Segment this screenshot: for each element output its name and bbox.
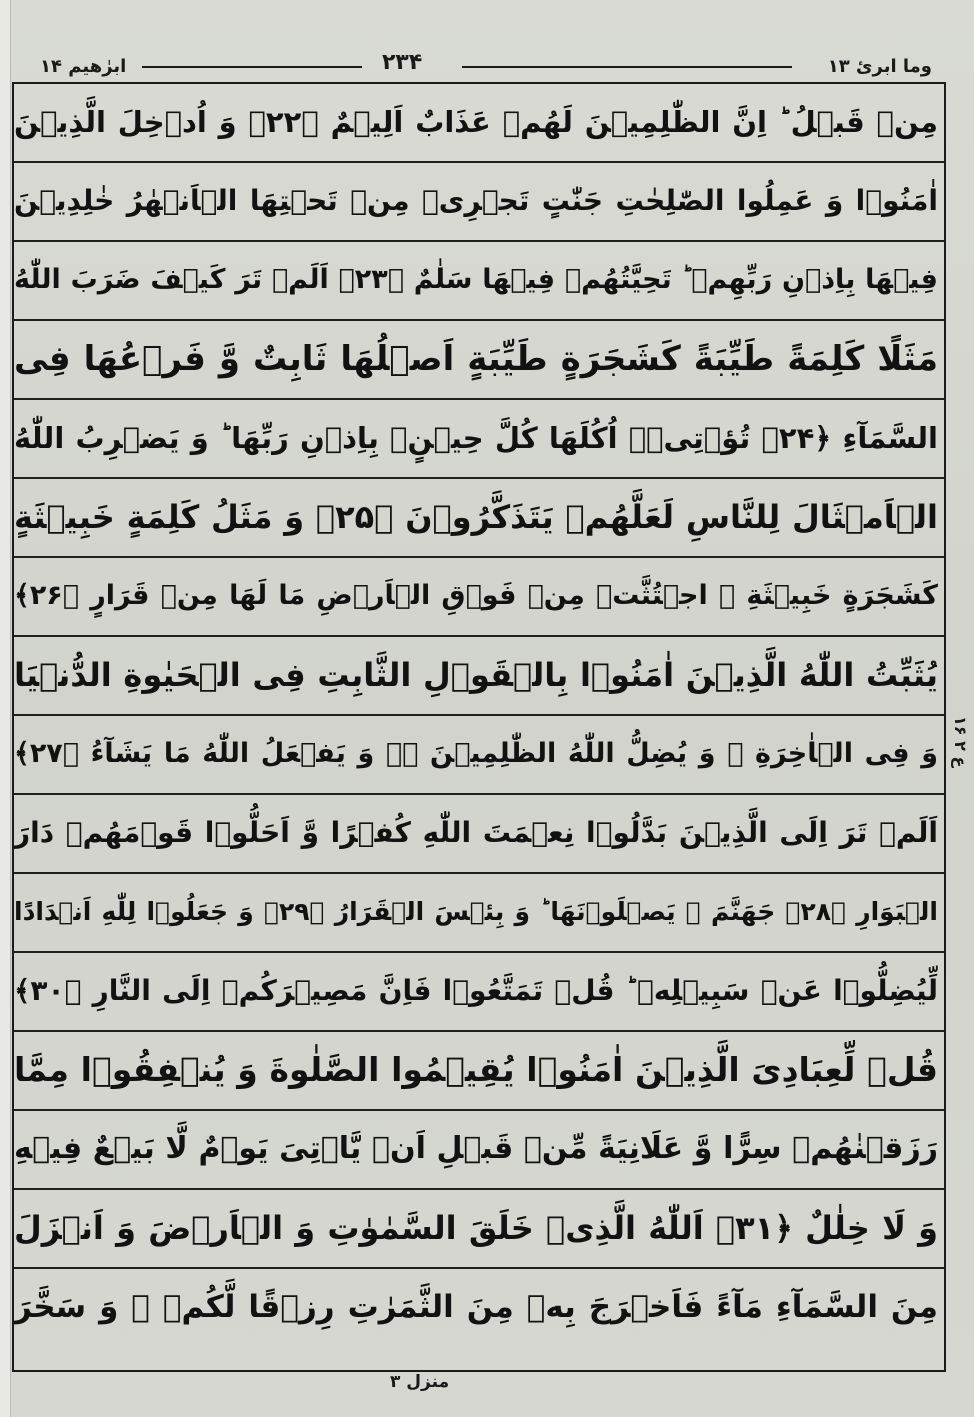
verse-line-text: مَثَلًا كَلِمَةً طَیِّبَةً كَشَجَرَةٍ طَیِّبَةٍ اَصۡلُهَا ثَابِتٌ وَّ فَرۡعُهَا فِی [14,339,938,379]
verse-line [14,1269,944,1370]
verse-line-text: وَ فِی الۡاٰخِرَةِ ۚ وَ یُضِلُّ اللّٰهُ الظّٰلِمِیۡنَ ۟ۙ وَ یَفۡعَلُ اللّٰهُ مَا یَشَآءُ ﴿۲۷﴾ [14,738,938,769]
verse-line [14,1111,944,1190]
verse-line [14,953,944,1032]
verse-line-text: لِّیُضِلُّوۡا عَنۡ سَبِیۡلِهٖ ؕ قُلۡ تَمَتَّعُوۡا فَاِنَّ مَصِیۡرَكُمۡ اِلَی النَّارِ ﴿۳۰﴾ [14,974,938,1007]
verse-line-text: الۡاَمۡثَالَ لِلنَّاسِ لَعَلَّهُمۡ یَتَذَكَّرُوۡنَ ﴿۲۵﴾ وَ مَثَلُ كَلِمَةٍ خَبِیۡثَةٍ [14,498,939,536]
ruku-marker: ع ۲ ۱۶ [951,716,970,768]
header-rule-right [462,66,792,68]
verse-line [14,558,944,637]
juz-name-header: وما ابرئ ۱۳ [827,56,932,77]
verse-line [14,1190,944,1269]
verse-line-text: فِیۡهَا بِاِذۡنِ رَبِّهِمۡ ؕ تَحِیَّتُهُمۡ فِیۡهَا سَلٰمٌ ﴿۲۳﴾ اَلَمۡ تَرَ كَیۡفَ ضَرَبَ اللّٰهُ [14,264,938,295]
verse-line [14,874,944,953]
verse-line [14,400,944,479]
verse-line [14,716,944,795]
verse-line-text: الۡبَوَارِ ﴿۲۸﴾ جَهَنَّمَ ۚ یَصۡلَوۡنَهَا ؕ وَ بِئۡسَ الۡقَرَارُ ﴿۲۹﴾ وَ جَعَلُوۡا لِلّٰهِ اَنۡدَادًا [14,897,939,926]
verse-line-text: وَ لَا خِلٰلٌ ﴿۳۱﴾ اَللّٰهُ الَّذِیۡ خَلَقَ السَّمٰوٰتِ وَ الۡاَرۡضَ وَ اَنۡزَلَ [14,1209,939,1247]
verse-line [14,242,944,321]
verse-line-text: مِنَ السَّمَآءِ مَآءً فَاَخۡرَجَ بِهٖ مِنَ الثَّمَرٰتِ رِزۡقًا لَّكُمۡ ۚ وَ سَخَّرَ [14,1289,938,1325]
verse-lines [14,84,944,1370]
verse-line-text: قُلۡ لِّعِبَادِیَ الَّذِیۡنَ اٰمَنُوۡا یُقِیۡمُوا الصَّلٰوةَ وَ یُنۡفِقُوۡا مِمَّا [14,1050,938,1089]
verse-line-text: رَزَقۡنٰهُمۡ سِرًّا وَّ عَلَانِیَةً مِّنۡ قَبۡلِ اَنۡ یَّاۡتِیَ یَوۡمٌ لَّا بَیۡعٌ فِیۡهِ [14,1131,938,1166]
verse-line-text: یُثَبِّتُ اللّٰهُ الَّذِیۡنَ اٰمَنُوۡا بِالۡقَوۡلِ الثَّابِتِ فِی الۡحَیٰوةِ الدُّنۡیَا [14,656,938,694]
verse-line-text: اٰمَنُوۡا وَ عَمِلُوا الصّٰلِحٰتِ جَنّٰتٍ تَجۡرِیۡ مِنۡ تَحۡتِهَا الۡاَنۡهٰرُ خٰلِدِیۡنَ [14,184,938,217]
verse-line [14,321,944,400]
verse-line-text: اَلَمۡ تَرَ اِلَی الَّذِیۡنَ بَدَّلُوۡا نِعۡمَتَ اللّٰهِ كُفۡرًا وَّ اَحَلُّوۡا قَوۡمَهُمۡ دَارَ [14,816,938,849]
page-number: ۲۳۴ [382,50,423,75]
header-rule-left [142,66,362,68]
verse-line [14,84,944,163]
verse-line [14,479,944,558]
manzil-footer: منزل ۳ [390,1372,450,1392]
verse-line [14,637,944,716]
page-header [12,48,946,82]
verse-line-text: مِنۡ قَبۡلُ ؕ اِنَّ الظّٰلِمِیۡنَ لَهُمۡ عَذَابٌ اَلِیۡمٌ ﴿۲۲﴾ وَ اُدۡخِلَ الَّذِیۡنَ [14,105,939,139]
verse-line [14,1032,944,1111]
verse-line-text: كَشَجَرَةٍ خَبِیۡثَةِ ۣ اجۡتُثَّتۡ مِنۡ فَوۡقِ الۡاَرۡضِ مَا لَهَا مِنۡ قَرَارٍ ﴿۲۶﴾ [14,580,938,611]
surah-name-header: ابرٰهیم ۱۴ [40,56,127,77]
verse-line-text: السَّمَآءِ ﴿۲۴﴾ تُؤۡتِیۡۤ اُكُلَهَا كُلَّ حِیۡنٍۭ بِاِذۡنِ رَبِّهَا ؕ وَ یَضۡرِبُ اللّٰهُ [14,421,938,455]
verse-line [14,795,944,874]
verse-line [14,163,944,242]
page-spine-edge [0,0,11,1417]
